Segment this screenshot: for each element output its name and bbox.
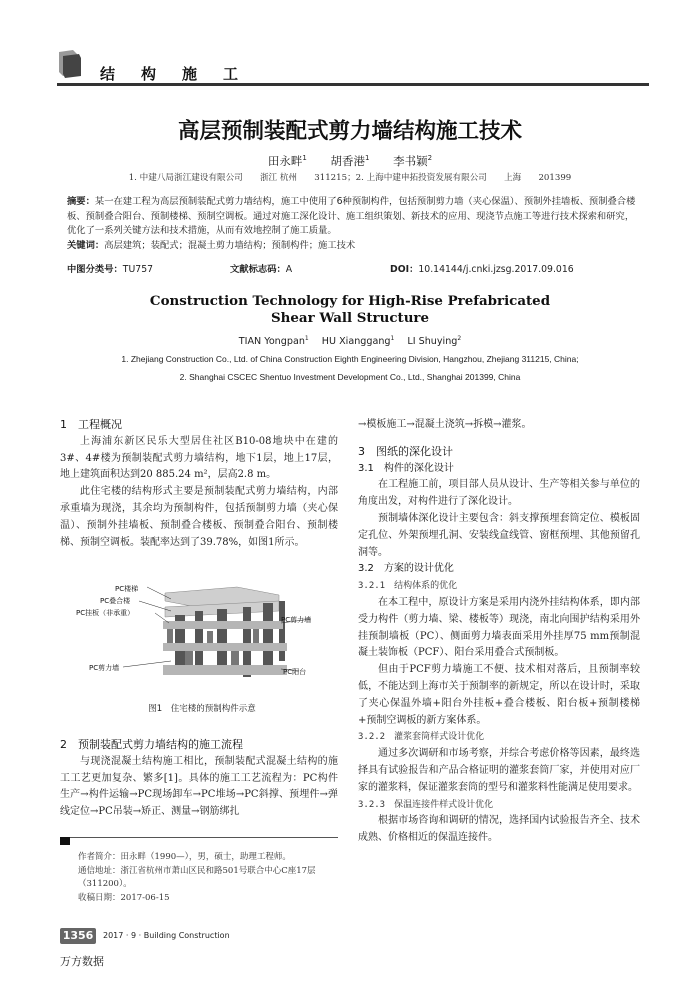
paragraph: 根据市场咨询和调研的情况，选择国内试验报告齐全、技术成熟、价格相近的保温连接件。 [358,815,640,844]
section-heading: 3 图纸的深化设计 [358,444,453,458]
author-list [0,153,700,169]
keywords: 高层建筑；装配式；混凝土剪力墙结构；预制构件；施工技术 [104,239,356,251]
header-rule [57,83,649,86]
figure-label: PC阳台 [283,668,307,676]
paragraph: 在本工程中，原设计方案是采用内浇外挂结构体系，即内部受力构件（剪力墙、梁、楼板等）现浇，南北向围护结构采用外挂预制墙板（PC）、侧面剪力墙表面采用外挂厚75 mm预制混凝土装饰板（PCF）、阳台采用叠合式预制板。 [358,596,640,659]
left-column-section-2 [60,737,338,821]
paragraph: 与现浇混凝土结构施工相比，预制装配式混凝土结构的施工工艺更加复杂、繁多[1]。具体的施工工艺流程为：PC构件生产→构件运输→PC现场卸车→PC堆场→PC斜撑、预埋件→弹线定位→PC吊装→矫正、测量→钢筋绑扎 [60,755,338,818]
doi-value: 10.14144/j.cnki.jzsg.2017.09.016 [418,264,574,275]
figure-label: PC楼梯 [115,585,139,593]
footnote-marker [60,837,70,845]
subsubsection-heading: 3.2.3 保温连接件样式设计优化 [358,799,494,810]
section-heading: 2 预制装配式剪力墙结构的施工流程 [60,738,243,751]
paragraph: 预制墙体深化设计主要包含：斜支撑预埋套筒定位、模板固定孔位、外架预埋孔洞、安装线盒线管、窗框预埋、其他预留孔洞等。 [358,512,640,558]
english-affiliation-2: 2. Shanghai CSCEC Shentuo Investment Development Co., Ltd., Shanghai 201399, China [179,372,521,382]
paragraph: 上海浦东新区民乐大型居住社区B10-08地块中在建的3#、4#楼为预制装配式剪力墙结构，地下1层，地上17层，地上建筑面积达到20 885.24 m²，层高2.8 m。 [60,435,338,481]
english-author-list [0,335,700,347]
author: TIAN Yongpan$^1$ [238,335,309,348]
left-column [60,417,338,551]
figure-caption: 图1 住宅楼的预制构件示意 [148,704,256,714]
paragraph: 但由于PCF剪力墙施工不便、技术相对落后，且预制率较低，不能达到上海市关于预制率的新规定，所以在设计时，采取了夹心保温外墙+阳台外挂板+叠合楼板、阳台板+预制楼梯+预制空调板的新方案体系。 [358,664,640,726]
english-affiliation-1: 1. Zhejiang Construction Co., Ltd. of China Construction Eighth Engineering Division, Hangzhou, Zhejiang 311215, China; [121,354,579,364]
section-label: 结构施工 [100,65,265,83]
watermark-source: 万方数据 [60,955,104,968]
section-heading: 1 工程概况 [60,418,122,431]
paragraph: 此住宅楼的结构形式主要是预制装配式剪力墙结构，内部承重墙为现浇，其余均为预制构件，包括预制剪力墙（夹心保温）、预制外挂墙板、预制叠合楼板、预制叠合阳台、预制楼梯、预制空调板。装配率达到了39.78%，如图1所示。 [60,486,338,548]
english-title: Construction Technology for High-Rise Prefabricated Shear Wall Structure [149,293,551,326]
figure-label: PC剪力墙 [89,664,120,672]
author: 田永畔$^1$ [267,154,307,168]
subsection-heading: 3.2 方案的设计优化 [358,563,454,575]
author: 李书颖$^2$ [393,154,433,168]
subsection-heading: 3.1 构件的深化设计 [358,462,454,474]
subsubsection-heading: 3.2.1 结构体系的优化 [358,581,458,592]
affiliation-cn: 1. 中建八局浙江建设有限公司 浙江 杭州 311215；2. 上海中建申拓投资发展有限公司 上海 201399 [128,173,572,183]
right-column [358,417,640,847]
page-number: 1356 [60,928,96,944]
figure-label: PC叠合楼 [100,597,131,605]
paragraph: 在工程施工前，项目部人员从设计、生产等相关参与单位的角度出发，对构件进行了深化设计。 [358,479,640,508]
journal-issue: 2017 · 9 · Building Construction [103,931,230,940]
footnote-rule [60,837,338,838]
author: LI Shuying$^2$ [407,335,462,348]
paragraph: →模板施工→混凝土浇筑→拆模→灌浆。 [358,419,532,430]
figure-building-prefab-components [67,581,337,691]
paragraph: 通过多次调研和市场考察，并综合考虑价格等因素，最终选择具有试验报告和产品合格证明的灌浆套筒厂家，并使用对应厂家的灌浆料，保证灌浆套筒的型号和灌浆料性能满足使用要求。 [358,748,640,793]
abstract: 摘要：某一在建工程为高层预制装配式剪力墙结构，施工中使用了6种预制构件，包括预制剪力墙（夹心保温）、预制外挂墙板、预制叠合楼板、预制叠合阳台、预制楼梯、预制空调板。通过对施工深化设计、施工组织策划、新技术的应用、现浇节点施工等进行技术探索和研究，优化了一系列关键方法和技术措施，从而有效地控制了施工质量。 关键词：高层建筑；装配式；混凝土剪力墙结构；预制构件；施工技术 [67,196,636,251]
author: HU Xianggang$^1$ [321,335,395,348]
figure-label: PC挂板（非承重） [76,609,135,617]
section-bookmark-icon [57,48,83,78]
subsubsection-heading: 3.2.2 灌浆套筒样式设计优化 [358,732,485,743]
figure-label: PC剪力墙 [281,616,312,624]
author: 胡香港$^1$ [330,154,370,168]
paper-title: 高层预制装配式剪力墙结构施工技术 [177,119,522,144]
author-note: 作者简介：田永畔（1990—），男，硕士，助理工程师。 通信地址：浙江省杭州市萧山区民和路501号联合中心C座17层（311200）。 收稿日期：2017-06-15 [78,852,316,903]
